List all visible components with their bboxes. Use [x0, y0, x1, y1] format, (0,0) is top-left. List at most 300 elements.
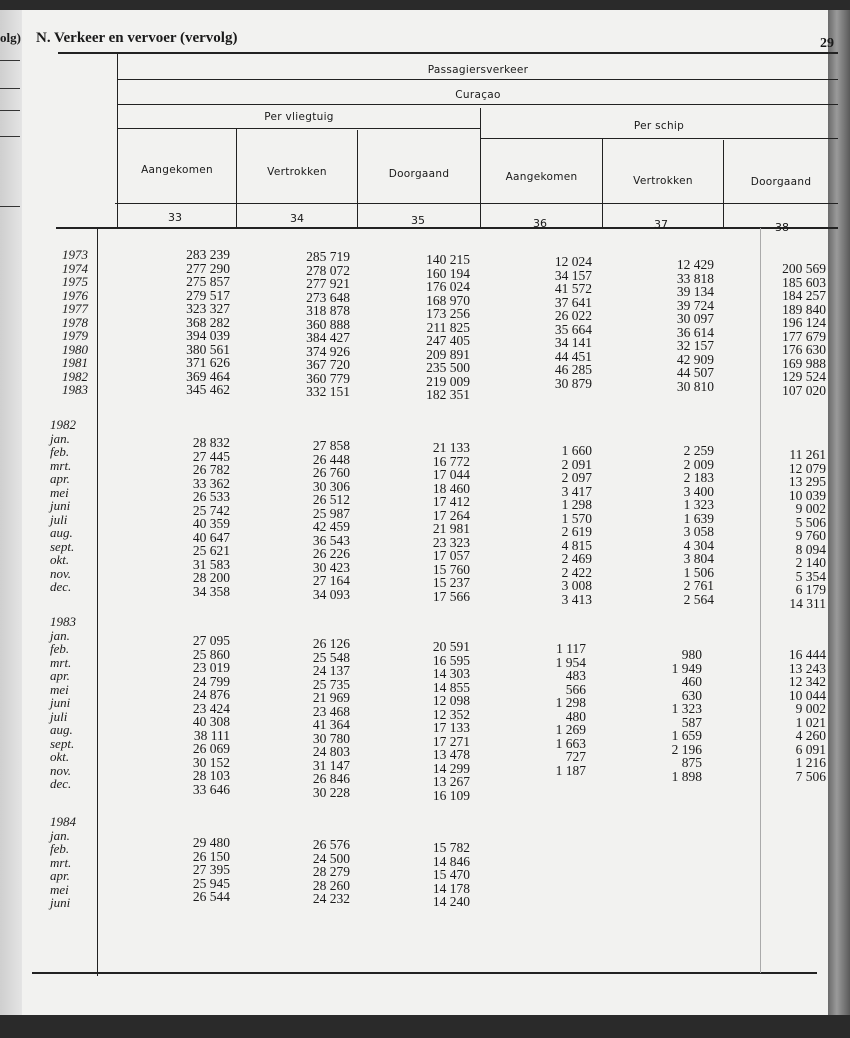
cell: 12 024 — [554, 254, 592, 269]
cell: 360 779 — [306, 370, 350, 386]
col-header-aangekomen-ship: Aangekomen — [505, 171, 578, 183]
cell: 25 742 — [192, 502, 230, 518]
cell: 6 091 — [795, 741, 826, 757]
1982-col-35 — [390, 441, 470, 603]
row-labels-1984 — [50, 815, 98, 910]
1983-col-36 — [520, 642, 586, 777]
cell: 27 395 — [192, 862, 230, 877]
col-divider — [236, 128, 237, 228]
cell: 27 445 — [192, 448, 230, 464]
row-label: aug. — [50, 525, 73, 540]
row-label: okt. — [50, 552, 70, 567]
cell: 23 468 — [312, 703, 350, 719]
cell: 25 735 — [312, 676, 350, 692]
cell: 277 290 — [186, 260, 230, 276]
cell: 275 857 — [186, 274, 230, 289]
cell: 367 720 — [306, 357, 350, 372]
cell: 15 782 — [432, 840, 470, 855]
row-labels-annual — [40, 248, 88, 397]
cell: 14 178 — [432, 880, 470, 896]
header-rule — [115, 203, 838, 204]
cell: 26 576 — [312, 837, 350, 852]
cell: 23 424 — [192, 700, 230, 716]
1982-col-34 — [270, 439, 350, 601]
cell: 42 459 — [312, 519, 350, 534]
cell: 3 400 — [683, 483, 714, 499]
page-title: N. Verkeer en vervoer (vervolg) — [36, 30, 238, 46]
annual-col-33 — [150, 248, 230, 397]
cell: 24 799 — [192, 673, 230, 689]
cell: 25 860 — [192, 646, 230, 662]
cell: 2 564 — [683, 591, 714, 607]
cell: 11 261 — [789, 447, 826, 462]
row-label: mei — [50, 881, 69, 897]
cell: 219 009 — [426, 373, 470, 389]
cell: 16 772 — [432, 453, 470, 469]
cell: 34 141 — [554, 335, 592, 350]
cell: 24 803 — [312, 744, 350, 759]
cell: 21 981 — [432, 521, 470, 536]
cell: 25 621 — [192, 543, 230, 558]
cell: 9 002 — [795, 501, 826, 516]
header-rule — [118, 104, 838, 105]
cell: 41 364 — [312, 717, 350, 732]
col-number-38: 38 — [775, 221, 789, 234]
cell: 34 358 — [192, 583, 230, 599]
cell: 25 945 — [192, 875, 230, 891]
cell: 1 659 — [671, 728, 702, 743]
cell: 26 533 — [192, 489, 230, 504]
cell: 30 306 — [312, 478, 350, 494]
row-label: juni — [50, 895, 71, 910]
cell: 1 021 — [795, 714, 826, 730]
cell: 40 647 — [192, 529, 230, 545]
header-curacao: Curaçao — [455, 89, 501, 101]
cell: 17 271 — [432, 733, 470, 749]
row-labels-1982 — [50, 418, 98, 594]
cell: 1 298 — [561, 497, 592, 512]
cell: 36 543 — [312, 532, 350, 548]
cell: 2 196 — [671, 741, 702, 757]
annual-col-36 — [520, 255, 592, 390]
cell: 1 506 — [683, 564, 714, 580]
cell: 1 323 — [683, 497, 714, 512]
divider — [0, 136, 20, 137]
1983-col-38 — [760, 648, 826, 783]
cell: 1 660 — [561, 443, 592, 458]
cell: 360 888 — [306, 316, 350, 332]
row-label: apr. — [50, 668, 70, 683]
cell: 200 569 — [782, 261, 826, 276]
col-header-vertrokken-air: Vertrokken — [267, 166, 327, 178]
cell: 44 507 — [676, 365, 714, 380]
col-number-34: 34 — [290, 212, 304, 225]
cell: 30 879 — [554, 375, 592, 391]
cell: 44 451 — [554, 348, 592, 364]
1982-col-38 — [760, 448, 826, 610]
row-label: okt. — [50, 749, 70, 764]
cell: 26 846 — [312, 771, 350, 786]
cell: 30 152 — [192, 754, 230, 770]
cell: 17 412 — [432, 494, 470, 509]
row-label: 1981 — [62, 355, 88, 370]
cell: 28 103 — [192, 768, 230, 783]
cell: 24 500 — [312, 850, 350, 866]
cell: 184 257 — [782, 288, 826, 303]
row-label: 1976 — [62, 287, 88, 303]
cell: 2 091 — [561, 456, 592, 472]
cell: 33 646 — [192, 781, 230, 797]
left-page-fragment: olg) — [0, 30, 21, 45]
col-header-doorgaand-air: Doorgaand — [388, 168, 450, 180]
cell: 273 648 — [306, 289, 350, 305]
cell: 36 614 — [676, 324, 714, 340]
cell: 2 009 — [683, 456, 714, 472]
1983-col-33 — [150, 634, 230, 796]
cell: 14 311 — [789, 595, 826, 611]
1984-col-35 — [390, 841, 470, 909]
cell: 25 548 — [312, 649, 350, 665]
cell: 42 909 — [676, 351, 714, 367]
col-number-36: 36 — [533, 217, 547, 230]
cell: 32 157 — [676, 338, 714, 353]
row-label: 1973 — [62, 247, 88, 262]
cell: 9 760 — [795, 528, 826, 543]
col-header-aangekomen-air: Aangekomen — [141, 164, 213, 176]
cell: 28 279 — [312, 864, 350, 879]
cell: 30 423 — [312, 559, 350, 575]
col-header-vertrokken-ship: Vertrokken — [633, 175, 693, 187]
cell: 5 506 — [795, 514, 826, 530]
cell: 176 630 — [782, 342, 826, 357]
1983-col-34 — [270, 637, 350, 799]
row-label: feb. — [50, 444, 70, 459]
row-label: sept. — [50, 538, 75, 554]
row-label: 1978 — [62, 314, 88, 330]
cell: 21 969 — [312, 690, 350, 705]
row-label: jan. — [50, 827, 70, 843]
cell: 30 780 — [312, 730, 350, 746]
row-label: aug. — [50, 722, 73, 737]
cell: 160 194 — [426, 265, 470, 281]
cell: 235 500 — [426, 360, 470, 375]
row-label: mei — [50, 484, 69, 500]
row-label: dec. — [50, 776, 72, 791]
cell: 15 237 — [432, 575, 470, 590]
row-label: feb. — [50, 641, 70, 656]
annual-col-34 — [270, 250, 350, 399]
row-labels-1983 — [50, 615, 98, 791]
table-bottom-rule — [32, 972, 817, 974]
row-label: 1975 — [62, 274, 88, 289]
divider — [0, 110, 20, 111]
cell: 26 760 — [312, 465, 350, 480]
cell: 9 002 — [795, 701, 826, 716]
cell: 283 239 — [186, 247, 230, 262]
left-page-edge — [0, 10, 22, 1015]
cell: 278 072 — [306, 262, 350, 278]
cell: 2 183 — [683, 470, 714, 485]
row-label: mei — [50, 681, 69, 697]
cell: 40 359 — [192, 516, 230, 531]
cell: 12 342 — [788, 674, 826, 689]
row-label: 1982 — [62, 368, 88, 384]
year-label: 1982 — [50, 417, 76, 432]
cell: 1 323 — [671, 701, 702, 716]
page-stack-edge — [828, 10, 850, 1015]
cell: 4 260 — [795, 728, 826, 743]
row-label: apr. — [50, 471, 70, 486]
row-label: mrt. — [50, 654, 72, 670]
cell: 15 760 — [432, 561, 470, 577]
1982-col-33 — [150, 436, 230, 598]
cell: 318 878 — [306, 303, 350, 318]
cell: 1 187 — [555, 762, 586, 778]
cell: 13 295 — [788, 474, 826, 489]
cell: 380 561 — [186, 341, 230, 357]
cell: 1 898 — [671, 768, 702, 784]
cell: 17 264 — [432, 507, 470, 523]
cell: 480 — [565, 708, 586, 724]
cell: 31 583 — [192, 556, 230, 572]
cell: 4 304 — [683, 537, 714, 553]
col-header-doorgaand-ship: Doorgaand — [750, 176, 812, 188]
cell: 14 855 — [432, 679, 470, 695]
cell: 209 891 — [426, 346, 470, 362]
cell: 28 832 — [192, 435, 230, 450]
cell: 2 619 — [561, 524, 592, 539]
cell: 3 058 — [683, 524, 714, 539]
cell: 1 298 — [555, 695, 586, 710]
1982-col-37 — [640, 444, 714, 606]
cell: 39 134 — [676, 284, 714, 299]
col-number-35: 35 — [411, 214, 425, 227]
row-label: juni — [50, 498, 71, 513]
row-label: apr. — [50, 868, 70, 883]
cell: 12 079 — [788, 460, 826, 476]
cell: 3 008 — [561, 578, 592, 593]
cell: 566 — [565, 681, 586, 697]
cell: 17 057 — [432, 548, 470, 563]
cell: 1 639 — [683, 510, 714, 526]
year-label: 1983 — [50, 614, 76, 629]
cell: 277 921 — [306, 276, 350, 291]
cell: 14 299 — [432, 760, 470, 776]
cell: 30 228 — [312, 784, 350, 800]
cell: 169 988 — [782, 355, 826, 371]
cell: 39 724 — [676, 297, 714, 313]
1982-col-36 — [520, 444, 592, 606]
cell: 285 719 — [306, 249, 350, 264]
1984-col-33 — [150, 836, 230, 904]
row-label: jan. — [50, 430, 70, 446]
cell: 177 679 — [782, 328, 826, 344]
cell: 2 140 — [795, 555, 826, 570]
cell: 140 215 — [426, 252, 470, 267]
cell: 14 303 — [432, 666, 470, 681]
cell: 368 282 — [186, 314, 230, 330]
cell: 173 256 — [426, 306, 470, 321]
cell: 1 949 — [671, 660, 702, 676]
cell: 20 591 — [432, 639, 470, 654]
cell: 27 095 — [192, 633, 230, 648]
annual-col-38 — [760, 262, 826, 397]
cell: 17 044 — [432, 467, 470, 482]
header-divider — [117, 52, 118, 228]
row-label: juli — [50, 511, 68, 527]
cell: 28 200 — [192, 570, 230, 585]
divider — [0, 206, 20, 207]
row-label: 1977 — [62, 301, 88, 316]
cell: 369 464 — [186, 368, 230, 384]
cell: 34 093 — [312, 586, 350, 602]
cell: 18 460 — [432, 480, 470, 496]
header-rule — [118, 128, 480, 129]
cell: 21 133 — [432, 440, 470, 455]
row-label: sept. — [50, 735, 75, 751]
divider — [0, 88, 20, 89]
header-rule — [118, 79, 838, 80]
cell: 23 323 — [432, 534, 470, 550]
cell: 13 243 — [788, 660, 826, 676]
row-label: 1980 — [62, 341, 88, 357]
1983-col-37 — [640, 648, 702, 783]
divider — [0, 60, 20, 61]
row-label: feb. — [50, 841, 70, 856]
cell: 26 150 — [192, 848, 230, 864]
row-label: dec. — [50, 579, 72, 594]
cell: 14 846 — [432, 853, 470, 869]
cell: 12 352 — [432, 706, 470, 722]
cell: 26 782 — [192, 462, 230, 477]
cell: 483 — [565, 668, 586, 683]
cell: 279 517 — [186, 287, 230, 303]
cell: 27 164 — [312, 573, 350, 588]
cell: 10 044 — [788, 687, 826, 703]
table-top-rule — [58, 52, 838, 54]
cell: 460 — [681, 674, 702, 689]
cell: 4 815 — [561, 537, 592, 553]
col-number-33: 33 — [168, 211, 182, 224]
cell: 26 512 — [312, 492, 350, 507]
page-number: 29 — [820, 36, 834, 51]
cell: 13 478 — [432, 747, 470, 762]
cell: 12 098 — [432, 693, 470, 708]
cell: 40 308 — [192, 714, 230, 729]
cell: 17 133 — [432, 720, 470, 735]
cell: 8 094 — [795, 541, 826, 557]
cell: 1 570 — [561, 510, 592, 526]
cell: 35 664 — [554, 321, 592, 337]
cell: 26 226 — [312, 546, 350, 561]
cell: 26 069 — [192, 741, 230, 756]
cell: 25 987 — [312, 505, 350, 521]
cell: 2 422 — [561, 564, 592, 580]
1984-col-34 — [270, 838, 350, 906]
cell: 176 024 — [426, 279, 470, 294]
cell: 371 626 — [186, 355, 230, 370]
cell: 33 818 — [676, 270, 714, 286]
col-number-37: 37 — [654, 218, 668, 231]
cell: 630 — [681, 687, 702, 703]
cell: 7 506 — [795, 768, 826, 784]
cell: 24 876 — [192, 687, 230, 702]
cell: 1 954 — [555, 654, 586, 670]
annual-col-37 — [640, 258, 714, 393]
cell: 30 097 — [676, 311, 714, 326]
year-label: 1984 — [50, 814, 76, 829]
cell: 587 — [681, 714, 702, 730]
cell: 30 810 — [676, 378, 714, 394]
row-label: 1979 — [62, 328, 88, 343]
cell: 17 566 — [432, 588, 470, 604]
cell: 28 260 — [312, 877, 350, 893]
cell: 26 544 — [192, 889, 230, 904]
cell: 211 825 — [426, 319, 470, 335]
cell: 16 444 — [788, 647, 826, 662]
cell: 875 — [681, 755, 702, 770]
cell: 38 111 — [193, 727, 230, 743]
cell: 3 417 — [561, 483, 592, 499]
cell: 1 117 — [556, 641, 586, 656]
row-label: mrt. — [50, 457, 72, 473]
cell: 2 259 — [683, 443, 714, 458]
annual-col-35 — [390, 253, 470, 402]
row-label: juni — [50, 695, 71, 710]
cell: 129 524 — [782, 369, 826, 384]
row-label: juli — [50, 708, 68, 724]
cell: 1 663 — [555, 735, 586, 751]
cell: 34 157 — [554, 267, 592, 283]
cell: 26 448 — [312, 451, 350, 467]
cell: 980 — [681, 647, 702, 662]
cell: 323 327 — [186, 301, 230, 316]
cell: 23 019 — [192, 660, 230, 675]
cell: 384 427 — [306, 330, 350, 345]
cell: 3 413 — [561, 591, 592, 607]
cell: 1 269 — [555, 722, 586, 737]
cell: 5 354 — [795, 568, 826, 584]
cell: 168 970 — [426, 292, 470, 308]
header-bottom-rule — [56, 227, 838, 229]
cell: 31 147 — [312, 757, 350, 773]
row-label: 1983 — [62, 382, 88, 397]
cell: 182 351 — [426, 387, 470, 402]
cell: 394 039 — [186, 328, 230, 343]
cell: 727 — [565, 749, 586, 764]
cell: 189 840 — [782, 301, 826, 317]
1983-col-35 — [390, 640, 470, 802]
cell: 185 603 — [782, 274, 826, 290]
row-label: jan. — [50, 627, 70, 643]
cell: 247 405 — [426, 333, 470, 348]
cell: 1 216 — [795, 755, 826, 770]
header-per-schip: Per schip — [633, 120, 685, 132]
cell: 14 240 — [432, 894, 470, 909]
cell: 13 267 — [432, 774, 470, 789]
cell: 12 429 — [676, 257, 714, 272]
cell: 37 641 — [554, 294, 592, 310]
header-rule — [480, 138, 838, 139]
cell: 26 126 — [312, 636, 350, 651]
cell: 29 480 — [192, 835, 230, 850]
cell: 24 232 — [312, 891, 350, 906]
row-label: mrt. — [50, 854, 72, 870]
cell: 26 022 — [554, 308, 592, 323]
cell: 33 362 — [192, 475, 230, 491]
cell: 15 470 — [432, 867, 470, 882]
cell: 27 858 — [312, 438, 350, 453]
